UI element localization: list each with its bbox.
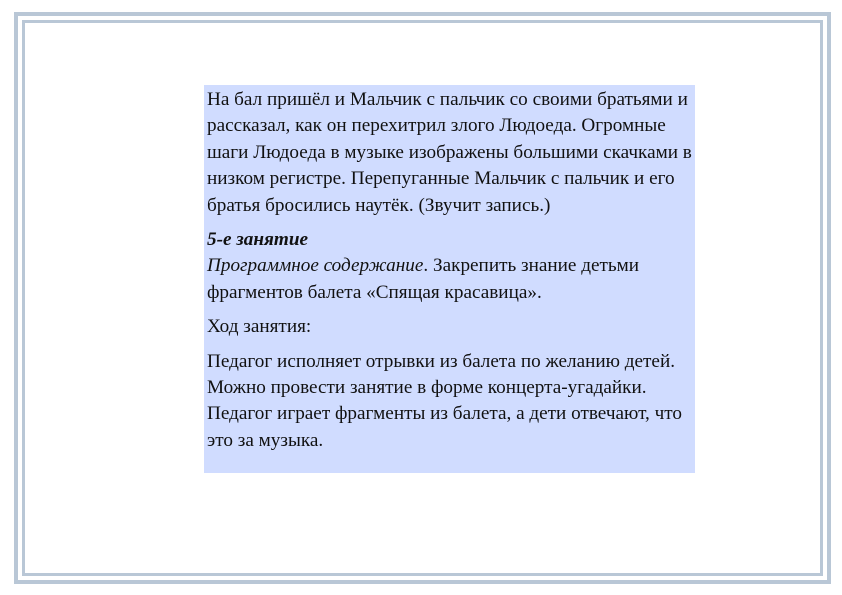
lesson-heading: 5-е занятие xyxy=(207,229,309,251)
program-paragraph xyxy=(207,253,692,306)
slide-text-box xyxy=(204,85,695,473)
lesson-progress-label: Ход занятия: xyxy=(207,316,312,338)
teacher-paragraph: Педагог исполняет отрывки из балета по желанию детей. Можно провести занятие в форме концерта-угадайки. Педагог играет фрагменты из балета, а дети отвечают, что это за музыка. xyxy=(207,350,682,451)
story-paragraph: На бал пришёл и Мальчик с пальчик со своими братьями и рассказал, как он перехитрил злого Людоеда. Огромные шаги Людоеда в музыке изображены большими скачками в низком регистре. Перепуганные Мальчик с пальчик и его братья бросились наутёк. (Звучит запись.) xyxy=(207,89,692,216)
program-text: . Закрепить знание детьми фрагментов балета «Спящая красавица». xyxy=(207,255,640,303)
program-label: Программное содержание xyxy=(207,255,424,277)
